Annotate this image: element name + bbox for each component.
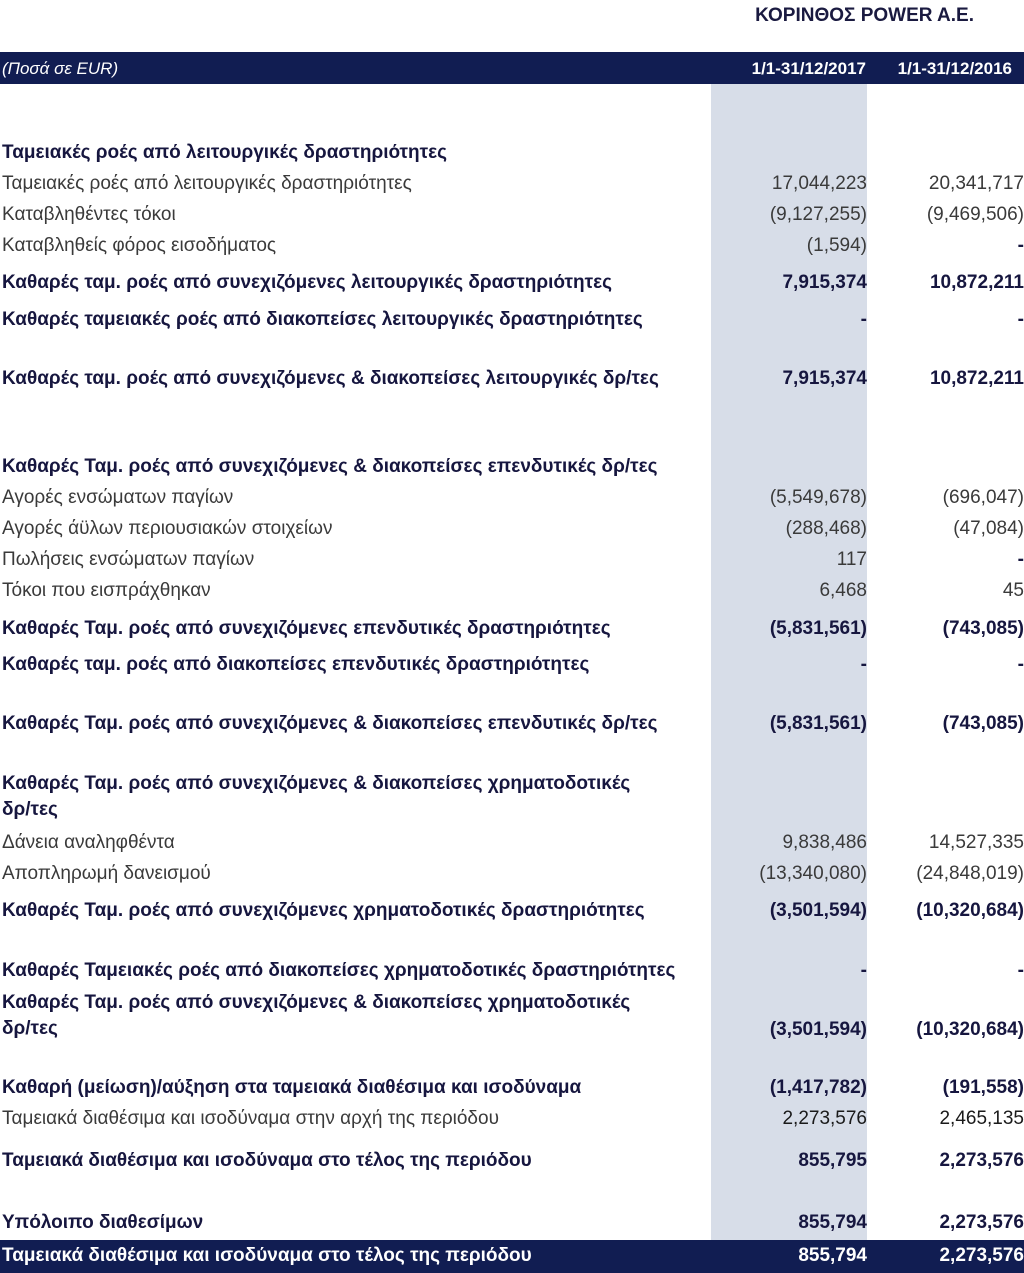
- value-2016: -: [1017, 235, 1024, 256]
- value-2016: (191,558): [942, 1077, 1024, 1098]
- column-header-2017: 1/1-31/12/2017: [751, 59, 866, 78]
- row-label: Ταμειακά διαθέσιμα και ισοδύναμα στο τέλος της περιόδου: [2, 1150, 532, 1171]
- table-header: [0, 52, 1024, 84]
- row-label: Ταμειακά διαθέσιμα και ισοδύναμα στην αρχή της περιόδου: [2, 1108, 499, 1129]
- value-2016: -: [1017, 549, 1024, 570]
- value-2016: 2,273,576: [939, 1150, 1024, 1171]
- value-2016: 14,527,335: [928, 832, 1024, 853]
- value-2016: (10,320,684): [916, 900, 1024, 921]
- value-2016: 2,273,576: [939, 1212, 1024, 1233]
- row-label: Δάνεια αναληφθέντα: [2, 832, 175, 853]
- value-2017: 2,273,576: [782, 1108, 867, 1129]
- row-label: Καταβληθέντες τόκοι: [2, 204, 176, 225]
- value-2017: (3,501,594): [769, 1019, 867, 1040]
- row-label-line2: δρ/τες: [2, 799, 58, 820]
- value-2016: (47,084): [953, 518, 1024, 539]
- row-label: Υπόλοιπο διαθεσίμων: [2, 1212, 204, 1233]
- row-label-line2: δρ/τες: [2, 1018, 58, 1039]
- value-2016: 45: [1002, 580, 1024, 601]
- currency-label: (Ποσά σε EUR): [2, 59, 119, 78]
- value-2017: -: [860, 654, 867, 675]
- row-label: [2, 990, 630, 1042]
- row-label: Καθαρές ταμειακές ροές από διακοπείσες λειτουργικές δραστηριότητες: [2, 309, 643, 330]
- row-label: Καθαρές Ταμειακές ροές από διακοπείσες χρηματοδοτικές δραστηριότητες: [2, 960, 676, 981]
- row-label: Καταβληθείς φόρος εισοδήματος: [2, 235, 277, 256]
- table-footer: [0, 1240, 1024, 1273]
- value-2017: -: [860, 960, 867, 981]
- row-label: Καθαρές Ταμ. ροές από συνεχιζόμενες & διακοπείσες επενδυτικές δρ/τες: [2, 456, 658, 477]
- value-2016: (24,848,019): [916, 863, 1024, 884]
- value-2016: (743,085): [942, 713, 1024, 734]
- value-2017: (3,501,594): [769, 900, 867, 921]
- row-label: Αποπληρωμή δανεισμού: [2, 863, 211, 884]
- value-2016: (9,469,506): [926, 204, 1024, 225]
- row-label: Καθαρές ταμ. ροές από διακοπείσες επενδυτικές δραστηριότητες: [2, 654, 590, 675]
- value-2017: (9,127,255): [769, 204, 867, 225]
- footer-value-2017: 855,794: [798, 1245, 867, 1266]
- value-2016: -: [1017, 309, 1024, 330]
- value-2016: 10,872,211: [929, 368, 1024, 389]
- value-2017: (1,417,782): [769, 1077, 867, 1098]
- value-2017: 7,915,374: [782, 368, 867, 389]
- value-2016: (696,047): [942, 487, 1024, 508]
- row-label: Καθαρές Ταμ. ροές από συνεχιζόμενες επενδυτικές δραστηριότητες: [2, 618, 611, 639]
- value-2016: (10,320,684): [916, 1019, 1024, 1040]
- value-2017: 855,794: [798, 1212, 867, 1233]
- row-label: Πωλήσεις ενσώματων παγίων: [2, 549, 255, 570]
- row-label: [2, 771, 636, 823]
- row-label: Ταμειακές ροές από λειτουργικές δραστηριότητες: [2, 142, 448, 163]
- row-label: Καθαρές Ταμ. ροές από συνεχιζόμενες χρηματοδοτικές δραστηριότητες: [2, 900, 645, 921]
- column-header-2016: 1/1-31/12/2016: [897, 59, 1012, 78]
- value-2016: 2,465,135: [939, 1108, 1024, 1129]
- value-2017: (288,468): [785, 518, 867, 539]
- total-row: [0, 990, 1024, 1044]
- value-2017: (5,549,678): [769, 487, 867, 508]
- value-2017: 6,468: [819, 580, 867, 601]
- value-2016: 20,341,717: [928, 173, 1024, 194]
- value-2016: (743,085): [942, 618, 1024, 639]
- value-2017: (5,831,561): [769, 713, 867, 734]
- value-2017: -: [860, 309, 867, 330]
- row-label: Αγορές ενσώματων παγίων: [2, 487, 234, 508]
- value-2017: (13,340,080): [759, 863, 867, 884]
- footer-label: Ταμειακά διαθέσιμα και ισοδύναμα στο τέλος της περιόδου: [2, 1245, 532, 1266]
- value-2017: (5,831,561): [769, 618, 867, 639]
- row-label-line1: Καθαρές Ταμ. ροές από συνεχιζόμενες & διακοπείσες χρηματοδοτικές: [2, 992, 631, 1013]
- value-2017: 17,044,223: [771, 173, 867, 194]
- company-name: ΚΟΡΙΝΘΟΣ POWER A.E.: [755, 5, 974, 26]
- footer-value-2016: 2,273,576: [939, 1245, 1024, 1266]
- value-2016: 10,872,211: [929, 272, 1024, 293]
- value-2017: 117: [836, 549, 867, 570]
- value-2017: (1,594): [806, 235, 867, 256]
- row-label: Αγορές άϋλων περιουσιακών στοιχείων: [2, 518, 333, 539]
- value-2016: -: [1017, 654, 1024, 675]
- row-label-line1: Καθαρές Ταμ. ροές από συνεχιζόμενες & διακοπείσες χρηματοδοτικές: [2, 773, 636, 794]
- row-label: Καθαρές ταμ. ροές από συνεχιζόμενες & διακοπείσες λειτουργικές δρ/τες: [2, 368, 659, 389]
- value-2017: 855,795: [798, 1150, 867, 1171]
- value-2016: -: [1017, 960, 1024, 981]
- value-2017: 9,838,486: [782, 832, 867, 853]
- row-label: Τόκοι που εισπράχθηκαν: [2, 580, 211, 601]
- row-label: Ταμειακές ροές από λειτουργικές δραστηριότητες: [2, 173, 412, 194]
- row-label: Καθαρή (μείωση)/αύξηση στα ταμειακά διαθέσιμα και ισοδύναμα: [2, 1077, 582, 1098]
- value-2017: 7,915,374: [782, 272, 867, 293]
- row-label: Καθαρές Ταμ. ροές από συνεχιζόμενες & διακοπείσες επενδυτικές δρ/τες: [2, 713, 658, 734]
- row-label: Καθαρές ταμ. ροές από συνεχιζόμενες λειτουργικές δραστηριότητες: [2, 272, 612, 293]
